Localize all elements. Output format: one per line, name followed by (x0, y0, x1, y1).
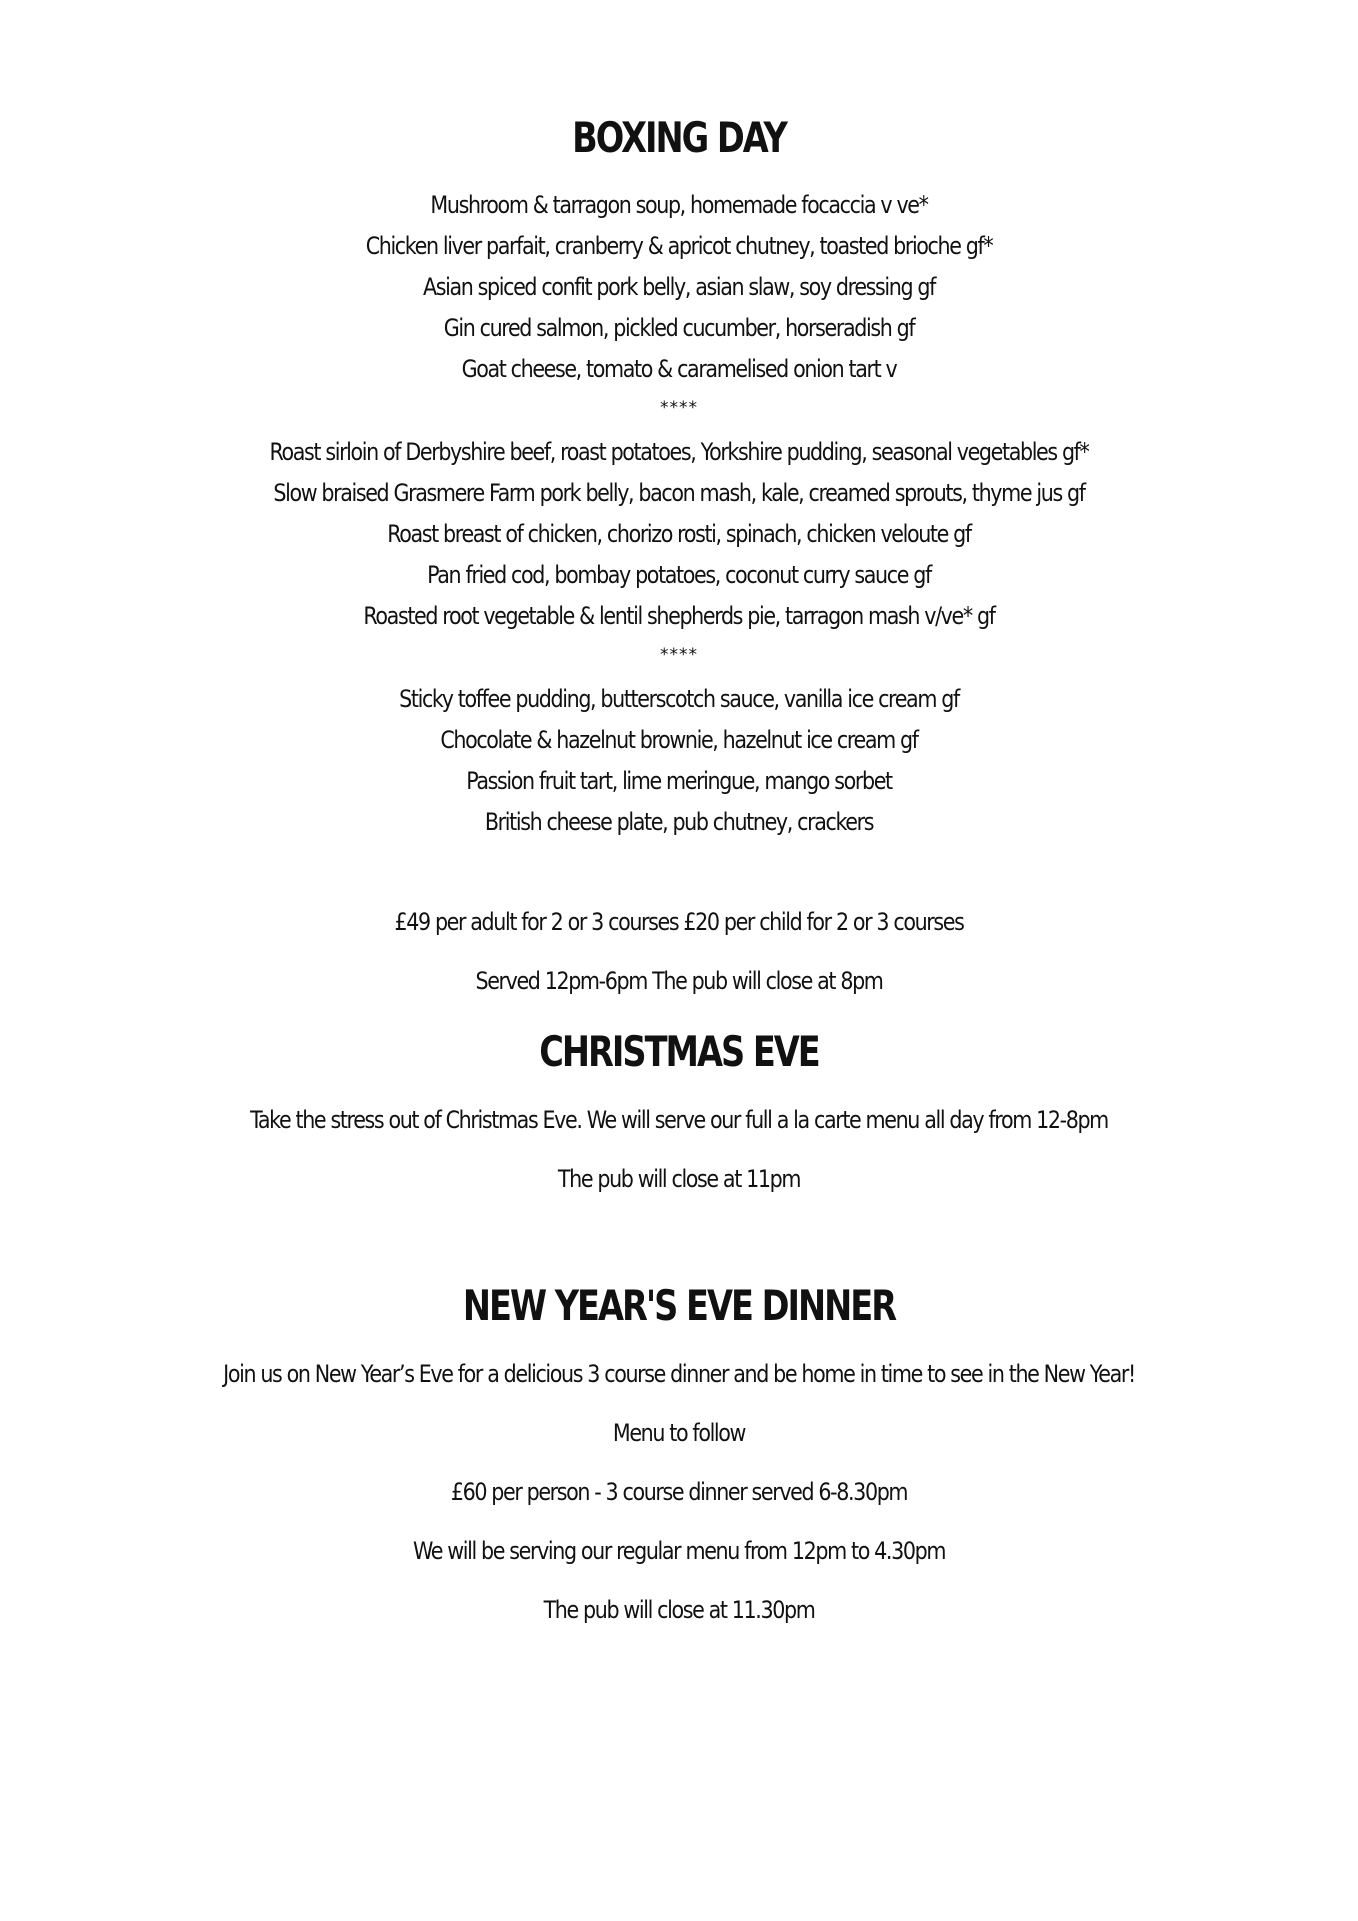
starter-item: Gin cured salmon, pickled cucumber, horseradish gf (443, 314, 915, 342)
dessert-item: Chocolate & hazelnut brownie, hazelnut ice cream gf (440, 726, 918, 754)
new-years-eve-closing: The pub will close at 11.30pm (543, 1596, 815, 1624)
starter-item: Goat cheese, tomato & caramelised onion tart v (461, 355, 897, 383)
main-item: Roasted root vegetable & lentil shepherds pie, tarragon mash v/ve* gf (363, 602, 995, 630)
dessert-item: Sticky toffee pudding, butterscotch sauce, vanilla ice cream gf (399, 685, 959, 713)
main-item: Pan fried cod, bombay potatoes, coconut curry sauce gf (427, 561, 931, 589)
christmas-eve-heading: CHRISTMAS EVE (539, 1027, 819, 1076)
main-item: Roast breast of chicken, chorizo rosti, spinach, chicken veloute gf (387, 520, 971, 548)
christmas-eve-description: Take the stress out of Christmas Eve. We will serve our full a la carte menu all day from 12-8pm (250, 1106, 1108, 1134)
new-years-eve-regular-menu: We will be serving our regular menu from 12pm to 4.30pm (412, 1537, 946, 1565)
main-item: Roast sirloin of Derbyshire beef, roast potatoes, Yorkshire pudding, seasonal vegetables gf* (269, 438, 1089, 466)
new-years-eve-menu-note: Menu to follow (612, 1419, 746, 1447)
new-years-eve-price: £60 per person - 3 course dinner served 6-8.30pm (450, 1478, 908, 1506)
boxing-day-price: £49 per adult for 2 or 3 courses £20 per child for 2 or 3 courses (394, 908, 964, 936)
new-years-eve-description: Join us on New Year’s Eve for a delicious 3 course dinner and be home in time to see in the New Year! (223, 1360, 1135, 1388)
main-item: Slow braised Grasmere Farm pork belly, bacon mash, kale, creamed sprouts, thyme jus gf (273, 479, 1085, 507)
christmas-eve-closing: The pub will close at 11pm (557, 1165, 801, 1193)
starter-item: Chicken liver parfait, cranberry & apricot chutney, toasted brioche gf* (365, 232, 993, 260)
boxing-day-hours: Served 12pm-6pm The pub will close at 8pm (475, 967, 883, 995)
boxing-day-heading: BOXING DAY (572, 113, 786, 162)
course-separator: **** (660, 398, 698, 418)
new-years-eve-heading: NEW YEAR'S EVE DINNER (462, 1281, 896, 1330)
dessert-item: British cheese plate, pub chutney, crackers (484, 808, 874, 836)
course-separator: **** (660, 645, 698, 665)
starter-item: Asian spiced confit pork belly, asian slaw, soy dressing gf (423, 273, 935, 301)
starter-item: Mushroom & tarragon soup, homemade focaccia v ve* (430, 191, 928, 219)
dessert-item: Passion fruit tart, lime meringue, mango sorbet (466, 767, 892, 795)
